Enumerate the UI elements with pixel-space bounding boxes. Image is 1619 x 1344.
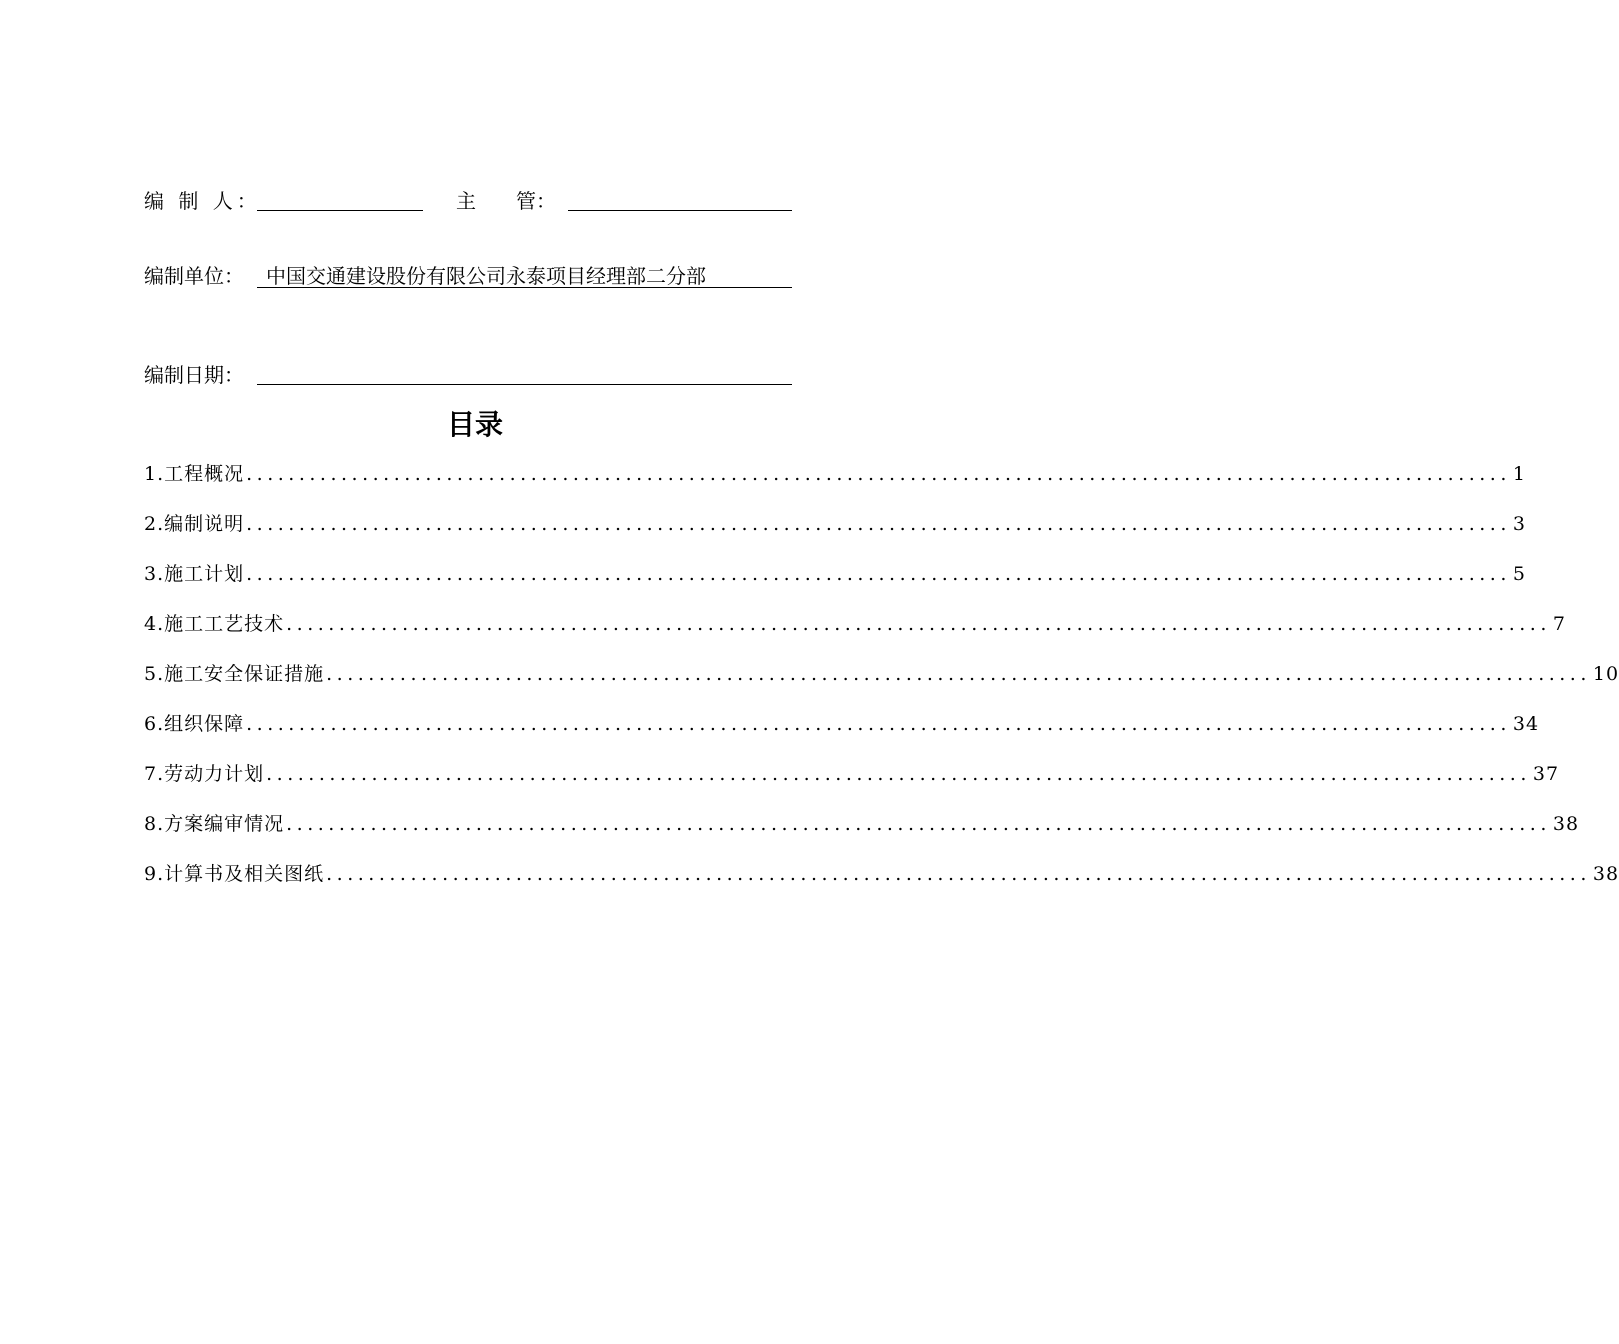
toc-item-text: 8.方案编审情况 <box>144 813 285 835</box>
toc-item-page: 37 <box>1532 763 1560 785</box>
unit-underline <box>257 287 792 288</box>
toc-item[interactable] <box>144 810 1580 860</box>
author-label: 编 制 人： <box>144 189 261 213</box>
toc-leader-dots: ........................................................................................................................ <box>286 613 1551 635</box>
toc-list <box>144 460 1619 910</box>
toc-item-page: 1 <box>1512 463 1526 485</box>
toc-item[interactable] <box>144 660 1619 710</box>
supervisor-underline <box>568 210 792 211</box>
toc-leader-dots: ........................................................................................................................ <box>326 863 1591 885</box>
toc-item-text: 5.施工安全保证措施 <box>144 663 325 685</box>
toc-item-text: 9.计算书及相关图纸 <box>144 863 325 885</box>
toc-leader-dots: ........................................................................................................................ <box>266 763 1531 785</box>
toc-item-page: 3 <box>1512 513 1526 535</box>
toc-item-page: 38 <box>1552 813 1580 835</box>
toc-leader-dots: ........................................................................................................................ <box>286 813 1551 835</box>
toc-leader-dots: ........................................................................................................................ <box>326 663 1591 685</box>
supervisor-label: 主 管： <box>456 189 556 213</box>
unit-value: 中国交通建设股份有限公司永泰项目经理部二分部 <box>266 264 706 288</box>
toc-item-page: 34 <box>1512 713 1540 735</box>
toc-item-page: 5 <box>1512 563 1526 585</box>
toc-item-text: 6.组织保障 <box>144 713 245 735</box>
toc-leader-dots: ........................................................................................................................ <box>246 463 1511 485</box>
toc-leader-dots: ........................................................................................................................ <box>246 513 1511 535</box>
toc-item-text: 7.劳动力计划 <box>144 763 265 785</box>
toc-item[interactable] <box>144 760 1560 810</box>
toc-item-text: 2.编制说明 <box>144 513 245 535</box>
unit-label: 编制单位： <box>144 264 244 288</box>
toc-item-page: 38 <box>1592 863 1619 885</box>
toc-item-text: 1.工程概况 <box>144 463 245 485</box>
toc-item[interactable] <box>144 710 1540 760</box>
toc-item[interactable] <box>144 510 1526 560</box>
date-label: 编制日期： <box>144 363 244 387</box>
toc-item[interactable] <box>144 860 1619 910</box>
toc-item-text: 3.施工计划 <box>144 563 245 585</box>
toc-item-page: 7 <box>1552 613 1566 635</box>
toc-item[interactable] <box>144 560 1526 610</box>
toc-leader-dots: ........................................................................................................................ <box>246 713 1511 735</box>
toc-item[interactable] <box>144 460 1526 510</box>
author-underline <box>257 210 423 211</box>
toc-item-page: 10 <box>1592 663 1619 685</box>
date-underline <box>257 384 792 385</box>
toc-item-text: 4.施工工艺技术 <box>144 613 285 635</box>
toc-item[interactable] <box>144 610 1566 660</box>
toc-leader-dots: ........................................................................................................................ <box>246 563 1511 585</box>
toc-title: 目录 <box>446 408 503 441</box>
